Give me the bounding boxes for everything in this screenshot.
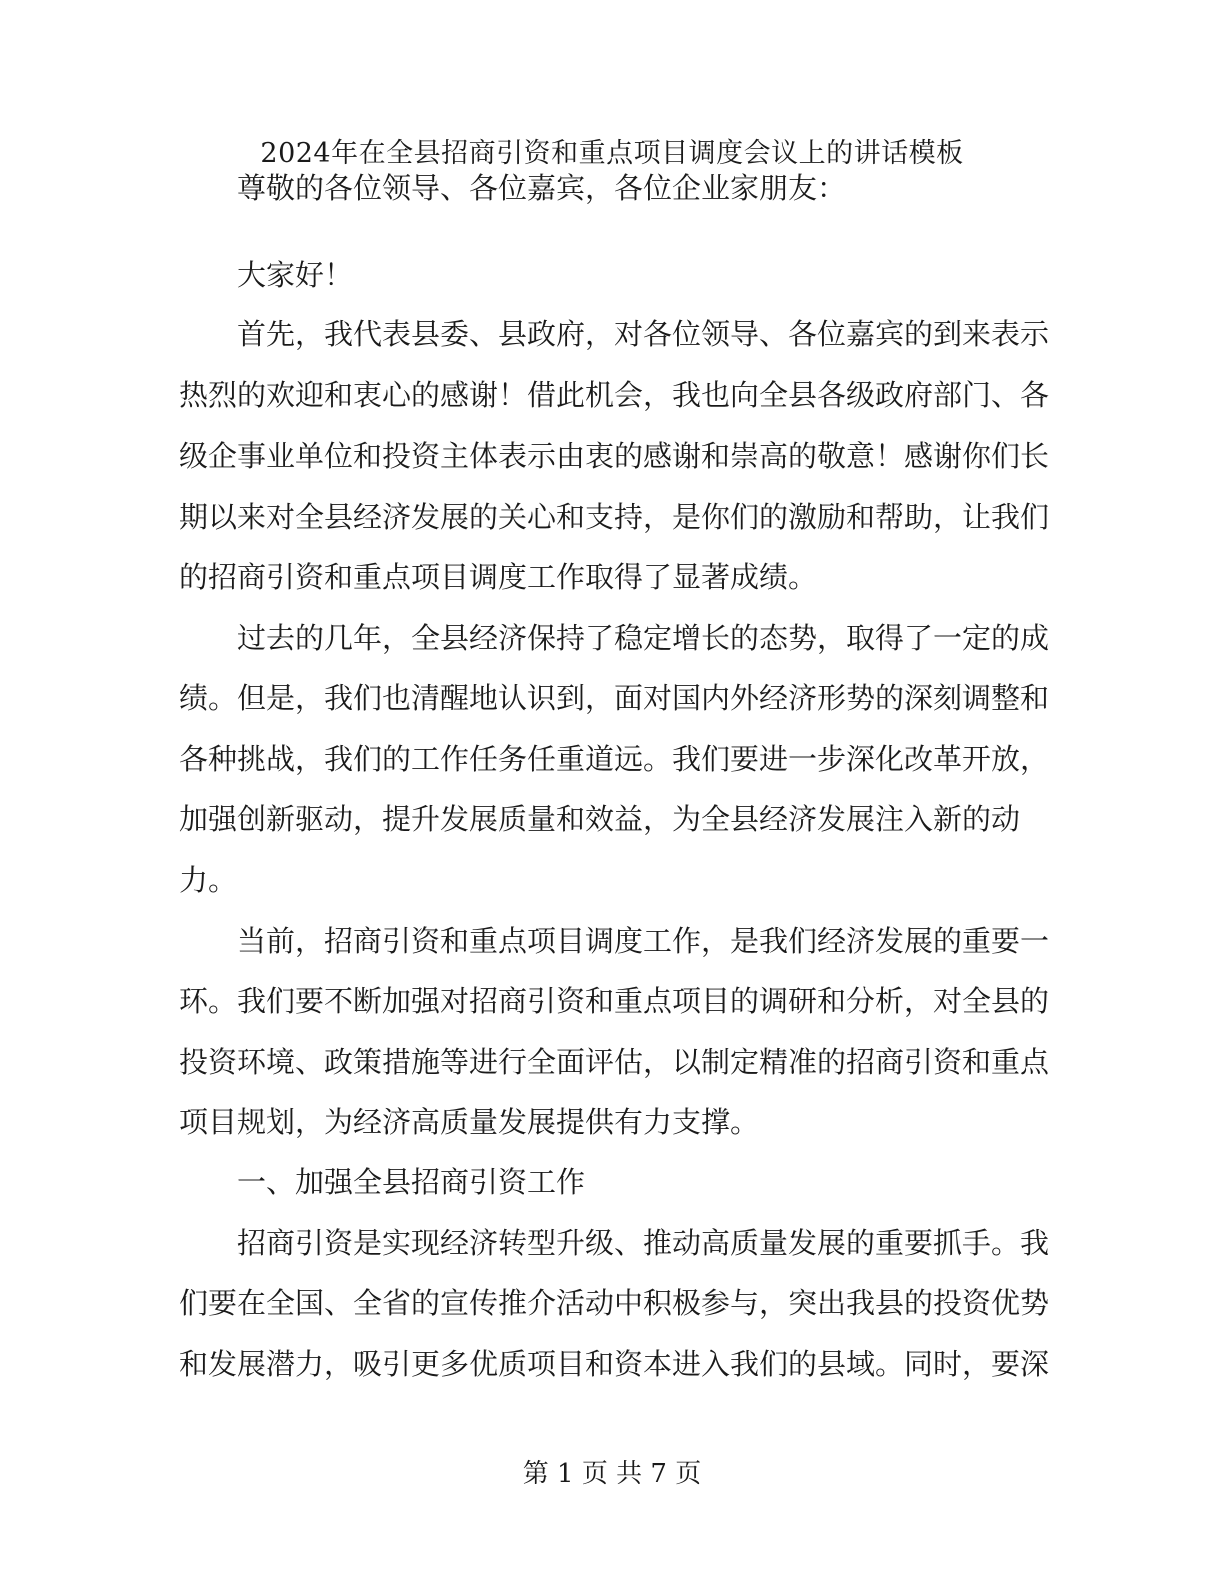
paragraph-line: 们要在全国、全省的宣传推介活动中积极参与，突出我县的投资优势 <box>179 1286 1050 1320</box>
paragraph-line: 热烈的欢迎和衷心的感谢！借此机会，我也向全县各级政府部门、各 <box>179 378 1050 412</box>
paragraph-line: 期以来对全县经济发展的关心和支持，是你们的激励和帮助，让我们 <box>179 500 1050 534</box>
paragraph-line: 首先，我代表县委、县政府，对各位领导、各位嘉宾的到来表示 <box>237 317 1050 351</box>
paragraph-line: 绩。但是，我们也清醒地认识到，面对国内外经济形势的深刻调整和 <box>179 681 1050 715</box>
paragraph-line: 级企事业单位和投资主体表示由衷的感谢和崇高的敬意！感谢你们长 <box>179 439 1050 473</box>
section-heading: 一、加强全县招商引资工作 <box>237 1165 586 1199</box>
paragraph-line: 招商引资是实现经济转型升级、推动高质量发展的重要抓手。我 <box>237 1226 1050 1260</box>
paragraph-line: 过去的几年，全县经济保持了稳定增长的态势，取得了一定的成 <box>237 621 1050 655</box>
paragraph-line: 当前，招商引资和重点项目调度工作，是我们经济发展的重要一 <box>237 924 1050 958</box>
paragraph-line: 各种挑战，我们的工作任务任重道远。我们要进一步深化改革开放， <box>179 742 1050 776</box>
paragraph-line: 加强创新驱动，提升发展质量和效益，为全县经济发展注入新的动 <box>179 802 1021 836</box>
paragraph-line: 项目规划，为经济高质量发展提供有力支撑。 <box>179 1105 760 1139</box>
page-number: 第 1 页 共 7 页 <box>522 1459 702 1489</box>
salutation: 尊敬的各位领导、各位嘉宾，各位企业家朋友： <box>237 171 847 205</box>
paragraph-line: 环。我们要不断加强对招商引资和重点项目的调研和分析，对全县的 <box>179 984 1050 1018</box>
paragraph-line: 和发展潜力，吸引更多优质项目和资本进入我们的县域。同时，要深 <box>179 1347 1050 1381</box>
paragraph-line: 力。 <box>179 863 238 897</box>
paragraph-line: 的招商引资和重点项目调度工作取得了显著成绩。 <box>179 560 818 594</box>
paragraph-line: 投资环境、政策措施等进行全面评估，以制定精准的招商引资和重点 <box>179 1045 1050 1079</box>
document-title: 2024年在全县招商引资和重点项目调度会议上的讲话模板 <box>260 138 964 169</box>
greeting: 大家好！ <box>237 258 354 292</box>
